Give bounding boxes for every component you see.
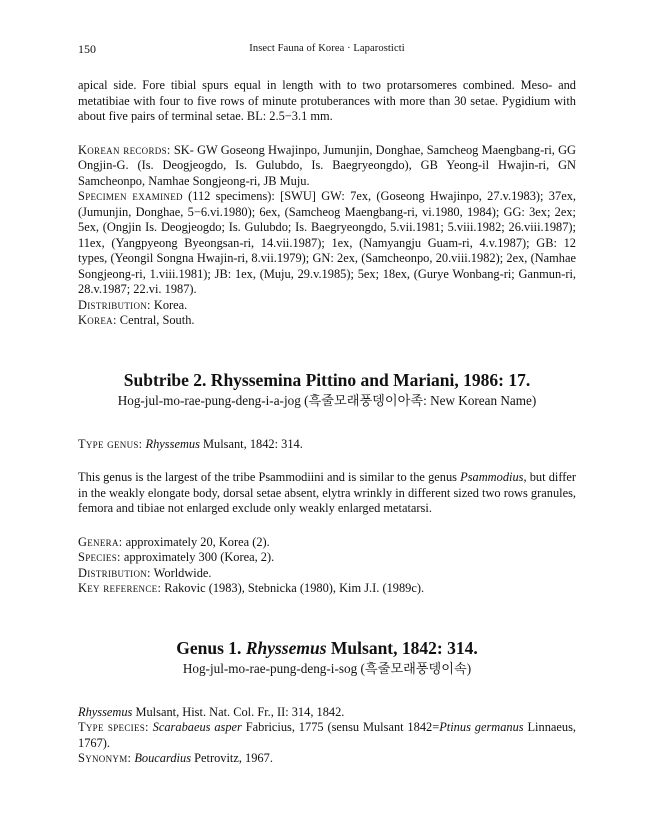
korean-records-text: SK- GW Goseong Hwajinpo, Jumunjin, Donghae, Samcheog Maengbang-ri, GG Ongjin-G. (Is. Deogjeogdo, Is. Gulubdo, Is. Baegryeongdo), GB Yeong-il Hwajin-ri, GN Samcheonpo, Namhae Songjeong-ri, JB Muju.	[78, 142, 577, 188]
key-reference	[78, 581, 576, 597]
subtribe-distribution-label: Distribution:	[78, 565, 151, 580]
synonym	[78, 751, 576, 767]
distribution-text: Korea.	[150, 297, 188, 312]
korea-text: Central, South.	[116, 313, 195, 327]
korea-range	[78, 313, 576, 329]
subtribe-subheading: Hog-jul-mo-rae-pung-deng-i-a-jog (흑줄모래풍뎅이아족: New Korean Name)	[117, 392, 537, 408]
type-genus-label: Type genus:	[78, 436, 143, 451]
intro-paragraph: apical side. Fore tibial spurs equal in length with to two protarsomeres combined. Meso- and metatibiae with four to five rows of minute protuberances with more than 30 setae. Pygidium with about five pairs of terminal setae. BL: 2.5−3.1 mm.	[78, 78, 576, 123]
synonym-rest: Petrovitz, 1967.	[191, 751, 273, 765]
korean-records-label: Korean records:	[78, 142, 171, 157]
genus-citation	[78, 705, 576, 721]
genus-description	[78, 470, 576, 517]
key-reference-label: Key reference:	[78, 581, 162, 595]
description-genus: Psammodius	[460, 470, 524, 484]
type-species-end: Linnaeus, 1767).	[78, 720, 576, 750]
page-header	[78, 42, 576, 58]
type-species-mid: Fabricius, 1775 (sensu Mulsant 1842=	[241, 720, 440, 734]
distribution-label: Distribution:	[78, 297, 151, 312]
specimen-text: (112 specimens): [SWU] GW: 7ex, (Goseong Hwajinpo, 27.v.1983); 37ex, (Jumunjin, Donghae, 5−6.vi.1980); 6ex, (Samcheog Maengbang-ri, vi.1980, 1984); GG: 3ex; 2ex; 5ex, (Ongjin Is. Deogjeogdo; Is. Gulubdo; Is. Baegryeongdo, 5.vii.1981; 5.viii.1982; 26.viii.1987); 11ex, (Yangpyeong Byeongsan-ri, 14.vii.1987); 1ex, (Namyangju Guam-ri, 4.v.1987); GB: 12 types, (Yeongil Songna Hwajin-ri, 8.vii.1979); GN: 2ex, (Samcheonpo, 20.viii.1982); 2ex, (Namhae Songjeong-ri, 1.viii.1981); JB: 1ex, (Muju, 29.v.1985); 5ex; 18ex, (Gurye Wonbang-ri; Ganmun-ri, 28.v.1987; 22.vi. 1987).	[78, 189, 576, 296]
specimen-examined	[78, 189, 576, 298]
citation-rest: Mulsant, Hist. Nat. Col. Fr., II: 314, 1842.	[132, 704, 345, 719]
type-species-name: Scarabaeus asper	[152, 720, 242, 734]
species-label: Species:	[78, 550, 121, 564]
subtribe-distribution	[78, 566, 576, 582]
genus-heading-prefix: Genus 1.	[176, 637, 246, 658]
specimen-label: Specimen examined	[78, 189, 183, 203]
running-title: Insect Fauna of Korea · Laparosticti	[249, 43, 405, 54]
distribution	[78, 298, 576, 314]
genera-count	[78, 535, 576, 551]
records-section	[78, 143, 576, 329]
species-text: approximately 300 (Korea, 2).	[120, 550, 275, 564]
type-genus-name: Rhyssemus	[145, 436, 200, 451]
description-part2: , but differ in the weakly elongate body, dorsal setae absent, elytra wrinkly in different sized two rows granules, femora and tibiae not enlarged exclude only weakly enlarged metatarsi.	[78, 470, 576, 515]
synonym-label: Synonym:	[78, 751, 132, 765]
genera-label: Genera:	[78, 534, 123, 549]
page-body	[78, 78, 576, 767]
citation-name: Rhyssemus	[78, 704, 133, 719]
type-species	[78, 720, 576, 751]
genus-subheading: Hog-jul-mo-rae-pung-deng-i-sog (흑줄모래풍뎅이속)	[182, 660, 472, 676]
korea-label: Korea:	[78, 313, 117, 327]
subtribe-distribution-text: Worldwide.	[150, 565, 212, 580]
type-genus-rest: Mulsant, 1842: 314.	[199, 436, 303, 451]
type-genus	[78, 437, 576, 453]
genus-heading-suffix: Mulsant, 1842: 314.	[326, 637, 478, 658]
description-part1: This genus is the largest of the tribe Psammodiini and is similar to the genus	[78, 470, 461, 484]
genus-heading	[78, 637, 576, 659]
species-count	[78, 550, 576, 566]
subtribe-heading: Subtribe 2. Rhyssemina Pittino and Mariani, 1986: 17.	[123, 369, 531, 390]
korean-records	[78, 143, 576, 190]
type-species-label: Type species:	[78, 720, 149, 734]
genus-heading-name: Rhyssemus	[245, 637, 327, 658]
key-reference-text: Rakovic (1983), Stebnicka (1980), Kim J.I. (1989c).	[161, 581, 425, 595]
genera-text: approximately 20, Korea (2).	[122, 534, 270, 549]
synonym-name: Boucardius	[134, 751, 192, 765]
page-number: 150	[78, 42, 96, 56]
type-species-syn: Ptinus germanus	[439, 720, 524, 734]
